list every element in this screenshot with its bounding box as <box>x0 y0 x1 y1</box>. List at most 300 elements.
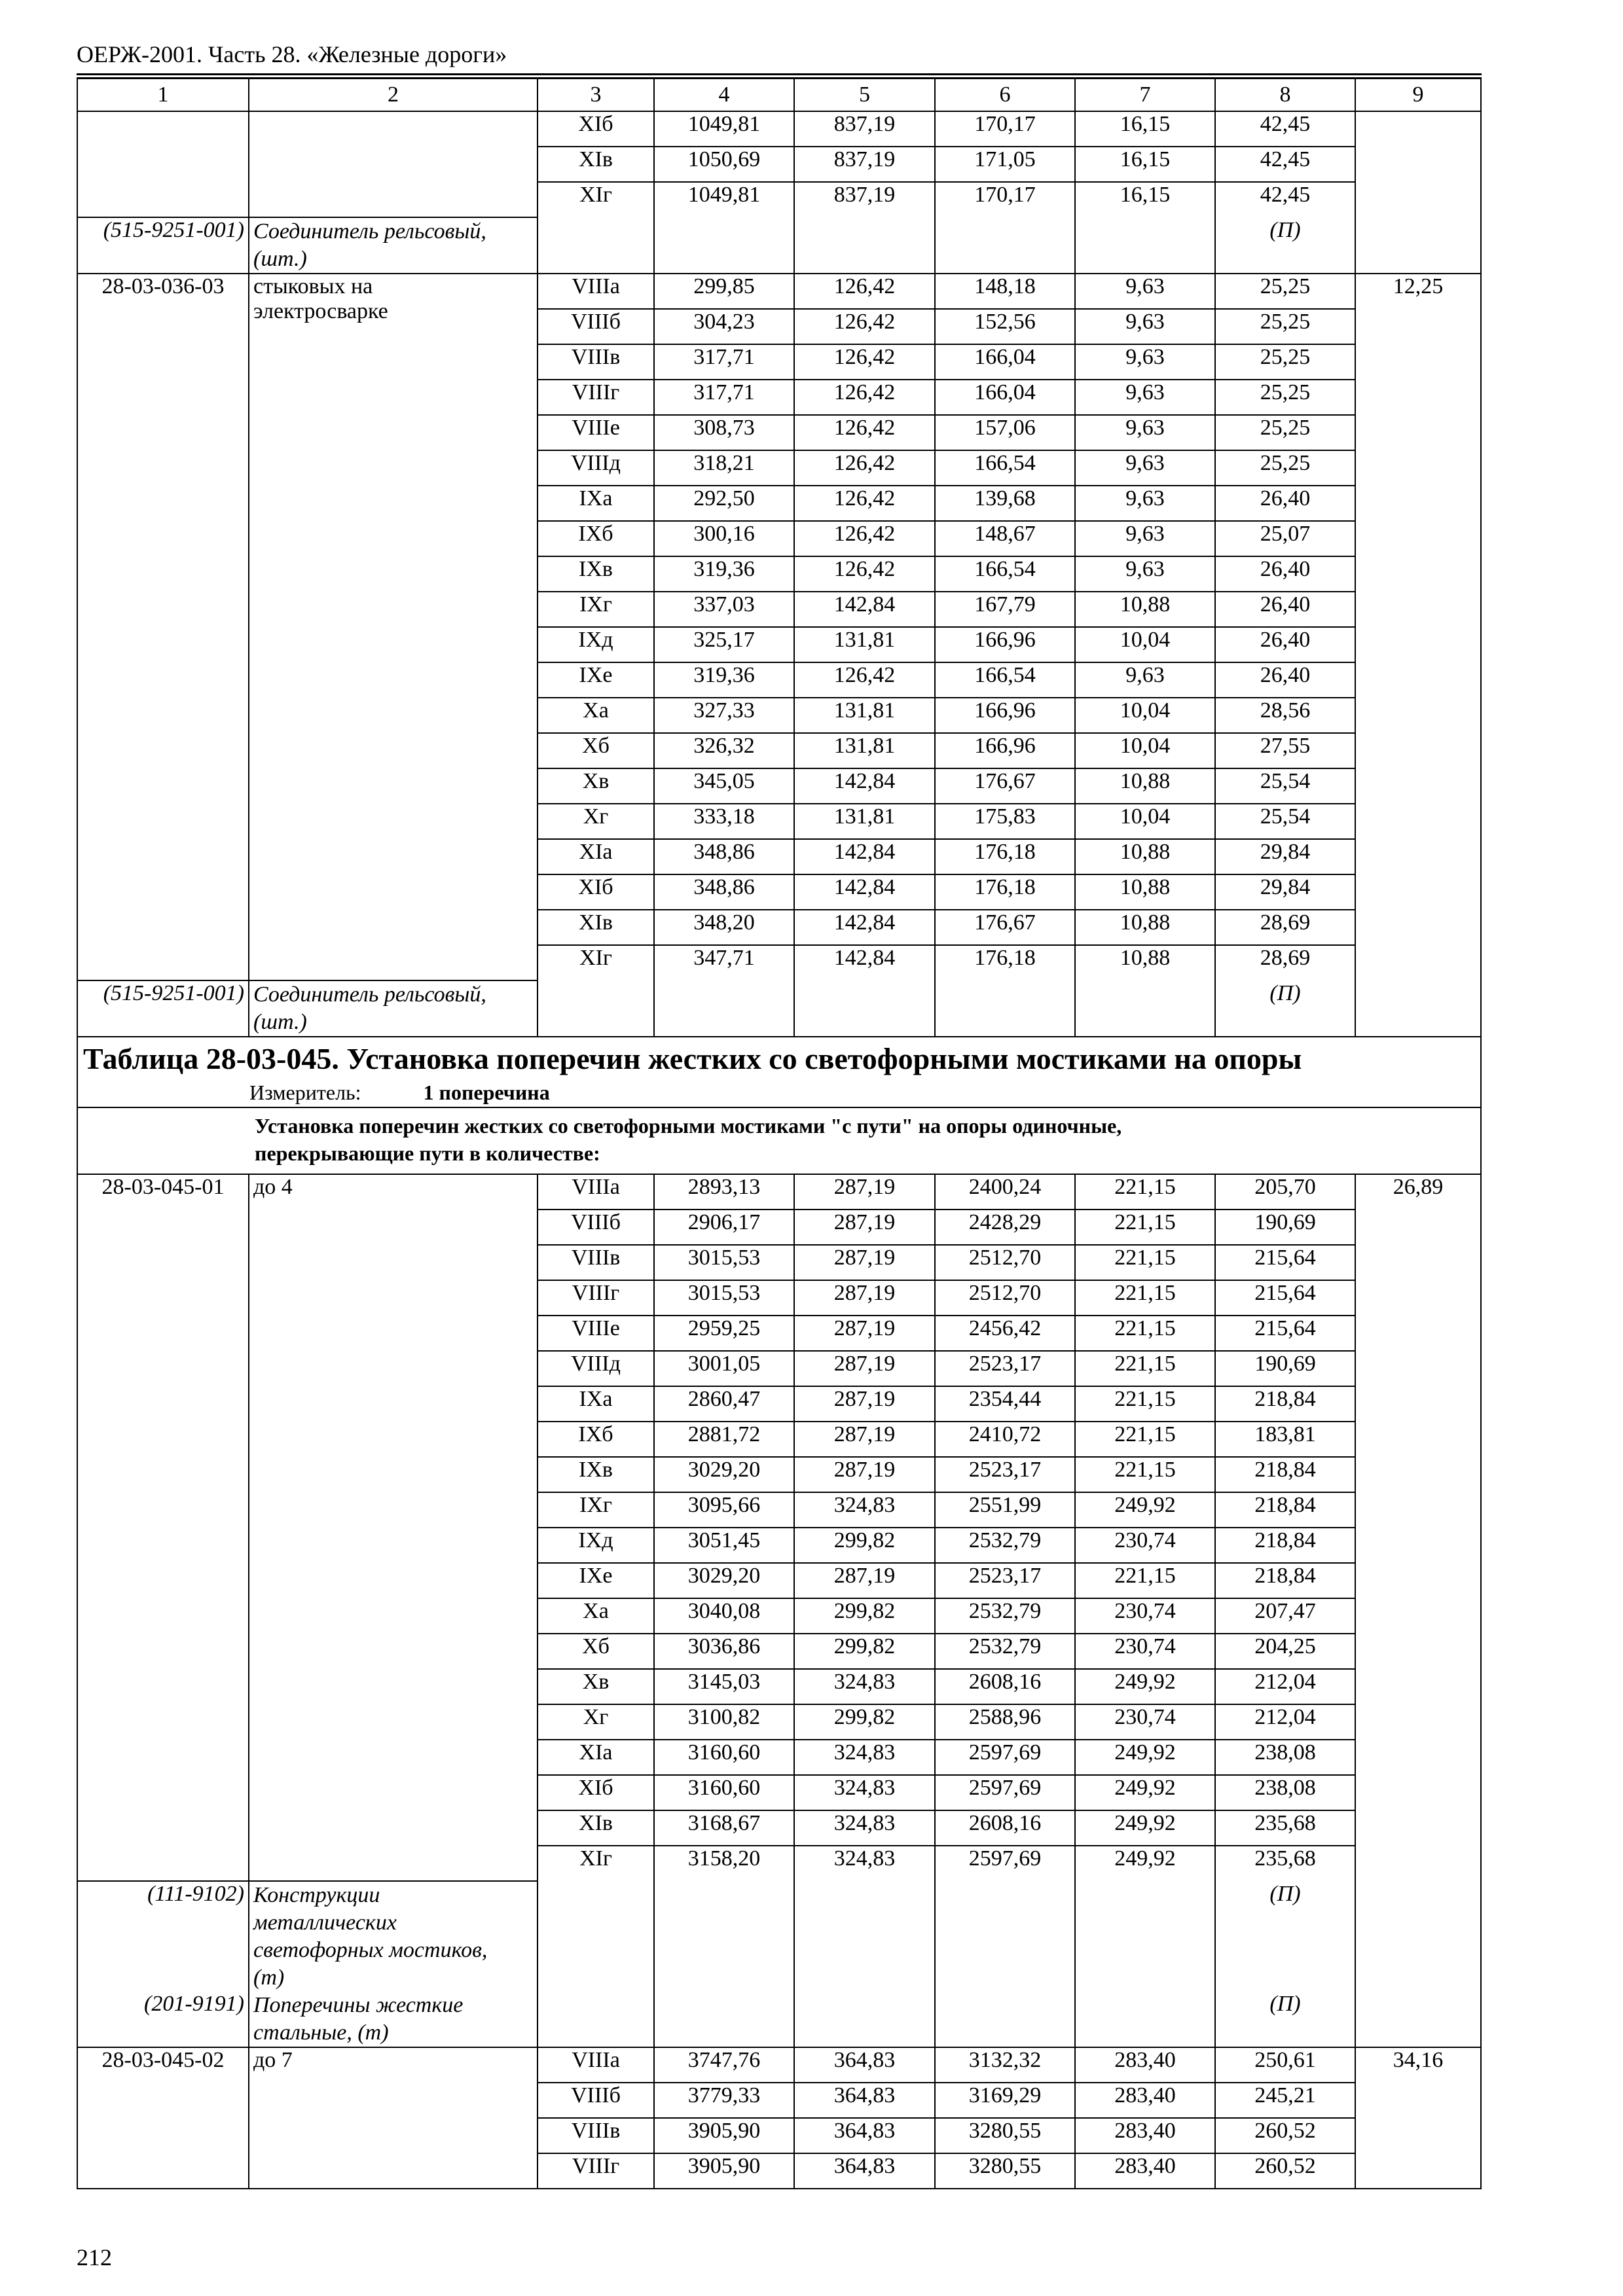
value-col-5: 142,84 <box>795 769 936 804</box>
value-col-5: 126,42 <box>795 310 936 345</box>
value-col-4: 3168,67 <box>655 1811 795 1846</box>
value-col-4: 3145,03 <box>655 1670 795 1705</box>
value-col-4: 3779,33 <box>655 2083 795 2119</box>
value-col-7: 221,15 <box>1076 1422 1216 1458</box>
resource-code: (201-9191) <box>78 1992 249 2048</box>
value-col-7: 221,15 <box>1076 1210 1216 1246</box>
value-col-4: 347,71 <box>655 946 795 981</box>
value-col-7: 249,92 <box>1076 1811 1216 1846</box>
resource-code: (515-9251-001) <box>78 218 249 274</box>
value-col-8: 215,64 <box>1216 1246 1356 1281</box>
climate-zone: XIг <box>538 1846 655 1882</box>
value-col-7: 16,15 <box>1076 147 1216 183</box>
value-col-5: 299,82 <box>795 1528 936 1564</box>
value-col-5: 142,84 <box>795 910 936 946</box>
empty-cell <box>655 981 795 1037</box>
value-col-5: 299,82 <box>795 1634 936 1670</box>
value-col-5: 299,82 <box>795 1705 936 1740</box>
value-col-6: 3169,29 <box>936 2083 1076 2119</box>
value-col-8: 212,04 <box>1216 1670 1356 1705</box>
value-col-6: 3132,32 <box>936 2048 1076 2083</box>
empty-cell <box>795 1882 936 1992</box>
value-col-8: 27,55 <box>1216 734 1356 769</box>
value-col-5: 142,84 <box>795 592 936 628</box>
empty-cell <box>655 218 795 274</box>
norms-table <box>77 78 1482 2189</box>
value-col-8: 207,47 <box>1216 1599 1356 1634</box>
value-col-6: 2532,79 <box>936 1599 1076 1634</box>
value-col-7: 9,63 <box>1076 486 1216 522</box>
table-title-row <box>78 1037 1482 1108</box>
value-col-8: 25,07 <box>1216 522 1356 557</box>
value-col-8: 42,45 <box>1216 183 1356 218</box>
value-col-7: 10,88 <box>1076 769 1216 804</box>
value-col-8: 218,84 <box>1216 1458 1356 1493</box>
climate-zone: XIв <box>538 910 655 946</box>
value-col-8: 26,40 <box>1216 663 1356 698</box>
value-col-8: 235,68 <box>1216 1846 1356 1882</box>
climate-zone: Xб <box>538 734 655 769</box>
value-col-6: 166,96 <box>936 734 1076 769</box>
value-col-8: 26,40 <box>1216 486 1356 522</box>
value-col-5: 126,42 <box>795 557 936 592</box>
resource-row <box>78 1992 1482 2048</box>
climate-zone: VIIIа <box>538 274 655 310</box>
climate-zone: VIIIа <box>538 1175 655 1210</box>
value-col-6: 176,67 <box>936 910 1076 946</box>
value-col-6: 166,54 <box>936 557 1076 592</box>
value-col-7: 221,15 <box>1076 1246 1216 1281</box>
value-col-8: 218,84 <box>1216 1493 1356 1528</box>
measure-unit: 1 поперечина <box>423 1081 550 1104</box>
value-col-5: 287,19 <box>795 1352 936 1387</box>
value-col-6: 2523,17 <box>936 1352 1076 1387</box>
value-col-9: 26,89 <box>1356 1175 1482 2048</box>
climate-zone: XIв <box>538 1811 655 1846</box>
climate-zone: VIIIа <box>538 2048 655 2083</box>
climate-zone: IXб <box>538 522 655 557</box>
value-col-5: 131,81 <box>795 628 936 663</box>
section-heading: Установка поперечин жестких со светофорными мостиками "с пути" на опоры одиночные, перекрывающие пути в количестве: <box>78 1108 1482 1175</box>
value-col-4: 3160,60 <box>655 1776 795 1811</box>
column-number: 8 <box>1216 79 1356 112</box>
value-col-8: 25,25 <box>1216 380 1356 416</box>
value-col-5: 287,19 <box>795 1422 936 1458</box>
value-col-4: 319,36 <box>655 663 795 698</box>
value-col-5: 126,42 <box>795 663 936 698</box>
value-col-5: 364,83 <box>795 2154 936 2189</box>
value-col-6: 2400,24 <box>936 1175 1076 1210</box>
value-col-7: 10,88 <box>1076 840 1216 875</box>
value-col-8: 26,40 <box>1216 592 1356 628</box>
value-col-6: 170,17 <box>936 112 1076 147</box>
value-col-8: 190,69 <box>1216 1210 1356 1246</box>
value-col-7: 10,04 <box>1076 698 1216 734</box>
value-col-6: 2588,96 <box>936 1705 1076 1740</box>
value-col-7: 249,92 <box>1076 1493 1216 1528</box>
climate-zone: Xа <box>538 698 655 734</box>
value-col-4: 317,71 <box>655 345 795 380</box>
value-col-6: 2512,70 <box>936 1246 1076 1281</box>
value-col-6: 2523,17 <box>936 1564 1076 1599</box>
value-col-4: 292,50 <box>655 486 795 522</box>
empty-cell <box>1076 1882 1216 1992</box>
value-col-4: 3747,76 <box>655 2048 795 2083</box>
value-col-4: 1049,81 <box>655 183 795 218</box>
value-col-6: 148,18 <box>936 274 1076 310</box>
value-col-4: 1049,81 <box>655 112 795 147</box>
value-col-8: 28,69 <box>1216 946 1356 981</box>
value-col-4: 348,20 <box>655 910 795 946</box>
resource-name: Соединитель рельсовый, (шт.) <box>249 218 538 274</box>
value-col-7: 10,88 <box>1076 910 1216 946</box>
resource-row <box>78 981 1482 1037</box>
measure-line <box>78 1078 1480 1107</box>
value-col-7: 230,74 <box>1076 1634 1216 1670</box>
value-col-5: 299,82 <box>795 1599 936 1634</box>
climate-zone: VIIIв <box>538 1246 655 1281</box>
value-col-5: 287,19 <box>795 1387 936 1422</box>
value-col-5: 131,81 <box>795 734 936 769</box>
value-col-4: 3160,60 <box>655 1740 795 1776</box>
empty-cell <box>538 1882 655 1992</box>
value-col-4: 337,03 <box>655 592 795 628</box>
resource-code: (515-9251-001) <box>78 981 249 1037</box>
work-description: до 4 <box>249 1175 538 1882</box>
value-col-7: 221,15 <box>1076 1175 1216 1210</box>
value-col-4: 317,71 <box>655 380 795 416</box>
climate-zone: IXа <box>538 486 655 522</box>
climate-zone: XIг <box>538 946 655 981</box>
value-col-5: 287,19 <box>795 1281 936 1316</box>
empty-cell <box>795 1992 936 2048</box>
value-col-8: 205,70 <box>1216 1175 1356 1210</box>
value-col-7: 221,15 <box>1076 1316 1216 1352</box>
table-title: Таблица 28-03-045. Установка поперечин жестких со светофорными мостиками на опоры <box>83 1042 1302 1075</box>
value-col-8: 29,84 <box>1216 840 1356 875</box>
value-col-6: 2597,69 <box>936 1776 1076 1811</box>
value-col-5: 126,42 <box>795 380 936 416</box>
value-col-7: 9,63 <box>1076 451 1216 486</box>
empty-cell <box>936 1882 1076 1992</box>
value-col-6: 2608,16 <box>936 1670 1076 1705</box>
value-col-7: 10,88 <box>1076 592 1216 628</box>
value-col-4: 2959,25 <box>655 1316 795 1352</box>
value-col-7: 249,92 <box>1076 1740 1216 1776</box>
value-col-5: 126,42 <box>795 486 936 522</box>
resource-row <box>78 218 1482 274</box>
value-col-5: 324,83 <box>795 1776 936 1811</box>
value-col-6: 166,54 <box>936 451 1076 486</box>
value-col-5: 324,83 <box>795 1740 936 1776</box>
value-col-6: 2354,44 <box>936 1387 1076 1422</box>
value-col-8: 215,64 <box>1216 1281 1356 1316</box>
empty-cell <box>538 981 655 1037</box>
empty-cell <box>1076 1992 1216 2048</box>
climate-zone: VIIIб <box>538 310 655 345</box>
resource-unit-mark: (П) <box>1216 218 1356 274</box>
value-col-4: 3051,45 <box>655 1528 795 1564</box>
climate-zone: IXг <box>538 1493 655 1528</box>
empty-cell <box>538 218 655 274</box>
empty-cell <box>655 1992 795 2048</box>
resource-unit-mark: (П) <box>1216 1882 1356 1992</box>
value-col-7: 283,40 <box>1076 2083 1216 2119</box>
value-col-5: 364,83 <box>795 2119 936 2154</box>
table-title-cell <box>78 1037 1482 1108</box>
value-col-8: 190,69 <box>1216 1352 1356 1387</box>
value-col-6: 2512,70 <box>936 1281 1076 1316</box>
value-col-4: 326,32 <box>655 734 795 769</box>
value-col-7: 16,15 <box>1076 183 1216 218</box>
empty-cell <box>538 1992 655 2048</box>
value-col-4: 3015,53 <box>655 1246 795 1281</box>
climate-zone: IXе <box>538 1564 655 1599</box>
column-number: 6 <box>936 79 1076 112</box>
value-col-5: 837,19 <box>795 147 936 183</box>
value-col-6: 2410,72 <box>936 1422 1076 1458</box>
value-col-7: 221,15 <box>1076 1387 1216 1422</box>
value-col-5: 324,83 <box>795 1670 936 1705</box>
value-col-4: 299,85 <box>655 274 795 310</box>
value-col-7: 230,74 <box>1076 1705 1216 1740</box>
table-row <box>78 1175 1482 1210</box>
value-col-7: 10,88 <box>1076 875 1216 910</box>
header-rule <box>77 73 1482 75</box>
empty-cell <box>936 1992 1076 2048</box>
value-col-5: 126,42 <box>795 416 936 451</box>
value-col-4: 3001,05 <box>655 1352 795 1387</box>
column-number: 9 <box>1356 79 1482 112</box>
value-col-4: 2881,72 <box>655 1422 795 1458</box>
value-col-7: 249,92 <box>1076 1846 1216 1882</box>
value-col-5: 837,19 <box>795 183 936 218</box>
value-col-4: 318,21 <box>655 451 795 486</box>
value-col-6: 167,79 <box>936 592 1076 628</box>
value-col-8: 28,56 <box>1216 698 1356 734</box>
resource-row <box>78 1882 1482 1992</box>
value-col-8: 235,68 <box>1216 1811 1356 1846</box>
value-col-5: 287,19 <box>795 1316 936 1352</box>
value-col-8: 42,45 <box>1216 112 1356 147</box>
value-col-6: 166,96 <box>936 628 1076 663</box>
work-description: до 7 <box>249 2048 538 2189</box>
empty-cell <box>795 981 936 1037</box>
climate-zone: VIIIг <box>538 1281 655 1316</box>
value-col-6: 170,17 <box>936 183 1076 218</box>
value-col-7: 283,40 <box>1076 2048 1216 2083</box>
climate-zone: IXд <box>538 628 655 663</box>
value-col-4: 3095,66 <box>655 1493 795 1528</box>
climate-zone: IXв <box>538 557 655 592</box>
table-row <box>78 112 1482 147</box>
value-col-6: 166,54 <box>936 663 1076 698</box>
value-col-4: 327,33 <box>655 698 795 734</box>
value-col-8: 212,04 <box>1216 1705 1356 1740</box>
value-col-4: 3100,82 <box>655 1705 795 1740</box>
value-col-8: 42,45 <box>1216 147 1356 183</box>
value-col-6: 2428,29 <box>936 1210 1076 1246</box>
value-col-7: 10,04 <box>1076 804 1216 840</box>
value-col-6: 157,06 <box>936 416 1076 451</box>
value-col-5: 287,19 <box>795 1210 936 1246</box>
value-col-7: 230,74 <box>1076 1528 1216 1564</box>
empty-cell <box>795 218 936 274</box>
value-col-7: 221,15 <box>1076 1564 1216 1599</box>
value-col-5: 126,42 <box>795 522 936 557</box>
value-col-7: 9,63 <box>1076 310 1216 345</box>
value-col-7: 221,15 <box>1076 1458 1216 1493</box>
value-col-7: 283,40 <box>1076 2154 1216 2189</box>
value-col-9 <box>1356 112 1482 274</box>
resource-name: Поперечины жесткие стальные, (т) <box>249 1992 538 2048</box>
page-number: 212 <box>77 2244 112 2270</box>
climate-zone: VIIIв <box>538 2119 655 2154</box>
climate-zone: VIIIг <box>538 2154 655 2189</box>
value-col-5: 837,19 <box>795 112 936 147</box>
value-col-7: 10,88 <box>1076 946 1216 981</box>
norm-code: 28-03-045-01 <box>78 1175 249 1882</box>
value-col-5: 142,84 <box>795 946 936 981</box>
value-col-8: 218,84 <box>1216 1387 1356 1422</box>
value-col-6: 2523,17 <box>936 1458 1076 1493</box>
value-col-7: 9,63 <box>1076 345 1216 380</box>
climate-zone: IXа <box>538 1387 655 1422</box>
column-number: 7 <box>1076 79 1216 112</box>
value-col-4: 319,36 <box>655 557 795 592</box>
column-number: 1 <box>78 79 249 112</box>
climate-zone: XIа <box>538 840 655 875</box>
column-number: 3 <box>538 79 655 112</box>
value-col-6: 148,67 <box>936 522 1076 557</box>
value-col-6: 152,56 <box>936 310 1076 345</box>
value-col-7: 10,04 <box>1076 628 1216 663</box>
value-col-8: 25,25 <box>1216 451 1356 486</box>
value-col-5: 142,84 <box>795 875 936 910</box>
value-col-5: 126,42 <box>795 345 936 380</box>
value-col-7: 10,04 <box>1076 734 1216 769</box>
value-col-7: 9,63 <box>1076 557 1216 592</box>
empty-cell <box>1076 218 1216 274</box>
climate-zone: Xг <box>538 1705 655 1740</box>
climate-zone: VIIIд <box>538 1352 655 1387</box>
value-col-5: 287,19 <box>795 1175 936 1210</box>
climate-zone: Xв <box>538 769 655 804</box>
value-col-8: 260,52 <box>1216 2119 1356 2154</box>
climate-zone: VIIIе <box>538 416 655 451</box>
climate-zone: IXб <box>538 1422 655 1458</box>
climate-zone: IXе <box>538 663 655 698</box>
value-col-8: 25,54 <box>1216 804 1356 840</box>
value-col-5: 287,19 <box>795 1458 936 1493</box>
value-col-4: 2893,13 <box>655 1175 795 1210</box>
climate-zone: XIв <box>538 147 655 183</box>
value-col-8: 218,84 <box>1216 1564 1356 1599</box>
value-col-5: 131,81 <box>795 698 936 734</box>
value-col-4: 3040,08 <box>655 1599 795 1634</box>
value-col-5: 324,83 <box>795 1846 936 1882</box>
value-col-9: 34,16 <box>1356 2048 1482 2189</box>
value-col-4: 308,73 <box>655 416 795 451</box>
climate-zone: VIIIг <box>538 380 655 416</box>
value-col-7: 9,63 <box>1076 416 1216 451</box>
column-number: 4 <box>655 79 795 112</box>
value-col-8: 238,08 <box>1216 1740 1356 1776</box>
climate-zone: XIб <box>538 1776 655 1811</box>
value-col-5: 126,42 <box>795 274 936 310</box>
value-col-4: 3905,90 <box>655 2154 795 2189</box>
value-col-6: 175,83 <box>936 804 1076 840</box>
value-col-4: 348,86 <box>655 840 795 875</box>
measure-label: Измеритель: <box>249 1081 361 1104</box>
empty-cell <box>1076 981 1216 1037</box>
value-col-8: 25,25 <box>1216 274 1356 310</box>
value-col-7: 16,15 <box>1076 112 1216 147</box>
value-col-8: 25,25 <box>1216 345 1356 380</box>
value-col-4: 333,18 <box>655 804 795 840</box>
value-col-6: 176,67 <box>936 769 1076 804</box>
value-col-4: 3029,20 <box>655 1564 795 1599</box>
value-col-8: 28,69 <box>1216 910 1356 946</box>
running-header: ОЕРЖ-2001. Часть 28. «Железные дороги» <box>77 41 507 67</box>
value-col-6: 166,96 <box>936 698 1076 734</box>
climate-zone: VIIIв <box>538 345 655 380</box>
climate-zone: IXд <box>538 1528 655 1564</box>
norm-code: 28-03-045-02 <box>78 2048 249 2189</box>
value-col-7: 283,40 <box>1076 2119 1216 2154</box>
climate-zone: Xг <box>538 804 655 840</box>
climate-zone: VIIIд <box>538 451 655 486</box>
value-col-5: 364,83 <box>795 2083 936 2119</box>
resource-name: Соединитель рельсовый, (шт.) <box>249 981 538 1037</box>
value-col-8: 238,08 <box>1216 1776 1356 1811</box>
value-col-7: 249,92 <box>1076 1670 1216 1705</box>
climate-zone: XIб <box>538 875 655 910</box>
climate-zone: Xв <box>538 1670 655 1705</box>
empty-cell <box>655 1882 795 1992</box>
column-number-row <box>78 79 1482 112</box>
value-col-4: 3158,20 <box>655 1846 795 1882</box>
norm-code: 28-03-036-03 <box>78 274 249 981</box>
value-col-5: 126,42 <box>795 451 936 486</box>
value-col-5: 287,19 <box>795 1246 936 1281</box>
climate-zone: XIб <box>538 112 655 147</box>
climate-zone: VIIIб <box>538 2083 655 2119</box>
value-col-5: 142,84 <box>795 840 936 875</box>
value-col-4: 3905,90 <box>655 2119 795 2154</box>
value-col-9: 12,25 <box>1356 274 1482 1037</box>
resource-name: Конструкции металлических светофорных мостиков, (т) <box>249 1882 538 1992</box>
value-col-8: 29,84 <box>1216 875 1356 910</box>
resource-unit-mark: (П) <box>1216 981 1356 1037</box>
value-col-8: 183,81 <box>1216 1422 1356 1458</box>
climate-zone: XIа <box>538 1740 655 1776</box>
empty-cell <box>936 218 1076 274</box>
value-col-8: 218,84 <box>1216 1528 1356 1564</box>
value-col-6: 2532,79 <box>936 1634 1076 1670</box>
value-col-6: 176,18 <box>936 946 1076 981</box>
value-col-6: 171,05 <box>936 147 1076 183</box>
value-col-4: 300,16 <box>655 522 795 557</box>
value-col-8: 245,21 <box>1216 2083 1356 2119</box>
value-col-8: 25,54 <box>1216 769 1356 804</box>
value-col-8: 250,61 <box>1216 2048 1356 2083</box>
value-col-6: 2532,79 <box>936 1528 1076 1564</box>
value-col-7: 9,63 <box>1076 663 1216 698</box>
value-col-8: 25,25 <box>1216 310 1356 345</box>
value-col-6: 2597,69 <box>936 1846 1076 1882</box>
value-col-7: 230,74 <box>1076 1599 1216 1634</box>
